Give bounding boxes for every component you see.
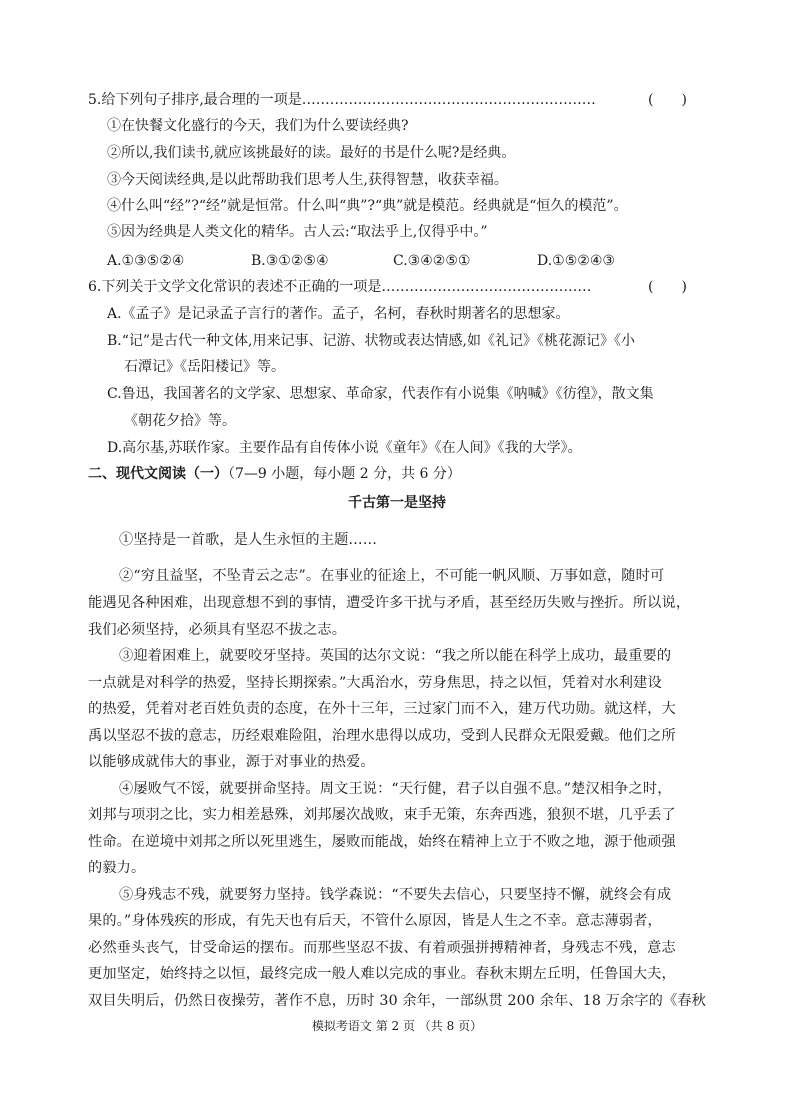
article-line: 一点就是对科学的热爱，坚持长期探索。”大禹治水，劳身焦思，持之以恒，凭着对水利建设	[88, 675, 662, 691]
article-title: 千古第一是坚持	[348, 495, 446, 511]
article-line: ⑤身残志不残，就要努力坚持。钱学森说：“不要失去信心，只要坚持不懈，就终会有成	[119, 887, 672, 903]
question-5-sentence-4: ④什么叫“经”?“经”就是恒常。什么叫“典”?“典”就是模范。经典就是“恒久的模范”。	[107, 198, 628, 214]
section-note: （7—9 小题，每小题 2 分，共 6 分）	[228, 466, 461, 482]
option-a: A.①③⑤②④	[107, 253, 185, 269]
question-5-sentence-2: ②所以,我们读书,就应该挑最好的读。最好的书是什么呢?是经典。	[107, 145, 516, 161]
section-title: 二、现代文阅读（一）	[88, 466, 228, 482]
question-6-option-b: B.“记”是古代一种文体,用来记事、记游、状物或表达情感,如《礼记》《桃花源记》《小	[107, 333, 635, 349]
article-line: ②“穷且益坚，不坠青云之志”。在事业的征途上，不可能一帆风顺、万事如意，随时可	[119, 568, 665, 584]
question-5-stem: 5.给下列句子排序,最合理的一项是………………………………………………………	[88, 92, 596, 108]
article-line: 刘邦与项羽之比，实力相差悬殊，刘邦屡次战败，束手无策，东奔西逃，狼狈不堪，几乎丢了	[88, 807, 676, 823]
article-line: 必然垂头丧气，甘受命运的摆布。而那些坚忍不拔、有着顽强拼搏精神者，身残志不残，意志	[88, 940, 676, 956]
article-line: 性命。在逆境中刘邦之所以死里逃生，屡败而能战，始终在精神上立于不败之地，源于他顽强	[88, 834, 676, 850]
article-line: 我们必须坚持，必须具有坚忍不拔之志。	[88, 622, 347, 638]
question-5-sentence-3: ③今天阅读经典,是以此帮助我们思考人生,获得智慧，收获幸福。	[107, 172, 508, 188]
section-heading	[88, 464, 461, 484]
question-6-option-a: A.《孟子》是记录孟子言行的著作。孟子，名柯，春秋时期著名的思想家。	[107, 306, 570, 322]
article-line: 能遇见各种困难，出现意想不到的事情，遭受许多干扰与矛盾，甚至经历失败与挫折。所以说，	[88, 595, 691, 611]
article-line: 以能够成就伟大的事业，源于对事业的热爱。	[88, 754, 375, 770]
article-line: 更加坚定，始终持之以恒，最终完成一般人难以完成的事业。春秋末期左丘明，任鲁国大夫，	[88, 966, 676, 982]
question-6-option-c-cont: 《朝花夕拾》等。	[124, 413, 236, 429]
article-line: ①坚持是一首歌，是人生永恒的主题……	[119, 532, 378, 548]
option-c: C.③④②⑤①	[393, 253, 471, 269]
question-6-answer-blank: ( )	[648, 279, 687, 295]
question-5-options	[107, 251, 667, 271]
article-line: 禹以坚忍不拔的意志，历经艰难险阻，治理水患得以成功，受到人民群众无限爱戴。他们之所	[88, 728, 676, 744]
article-line: 的毅力。	[88, 860, 146, 876]
article-line: 双目失明后，仍然日夜操劳，著作不息，历时 30 余年，一部纵贯 200 余年、18 万余字的《春秋	[88, 993, 707, 1009]
question-6-stem: 6.下列关于文学文化常识的表述不正确的一项是………………………………………	[88, 279, 592, 295]
article-line: ③迎着困难上，就要咬牙坚持。英国的达尔文说：“我之所以能在科学上成功，最重要的	[119, 648, 672, 664]
question-6-option-c: C.鲁迅，我国著名的文学家、思想家、革命家，代表作有小说集《呐喊》《彷徨》，散文集	[107, 386, 654, 402]
option-b: B.③①②⑤④	[251, 253, 329, 269]
option-d: D.①⑤②④③	[537, 253, 615, 269]
article-line: 的热爱，凭着对老百姓负责的态度，在外十三年，三过家门而不入，建万代功勋。就这样，大	[88, 701, 676, 717]
page-footer: 模拟考语文 第 2 页 （共 8 页）	[311, 1019, 483, 1033]
question-6-option-b-cont: 石潭记》《岳阳楼记》等。	[124, 359, 285, 375]
question-5-sentence-1: ①在快餐文化盛行的今天，我们为什么要读经典?	[107, 118, 409, 134]
question-5-sentence-5: ⑤因为经典是人类文化的精华。古人云:“取法乎上,仅得乎中。”	[107, 224, 488, 240]
question-6-option-d: D.高尔基,苏联作家。主要作品有自传体小说《童年》《在人间》《我的大学》。	[107, 440, 582, 456]
article-line: 果的。”身体残疾的形成，有先天也有后天，不管什么原因，皆是人生之不幸。意志薄弱者，	[88, 913, 662, 929]
question-5-answer-blank: ( )	[648, 92, 687, 108]
article-line: ④屡败气不馁，就要拼命坚持。周文王说：“天行健，君子以自强不息。”楚汉相争之时，	[119, 781, 672, 797]
